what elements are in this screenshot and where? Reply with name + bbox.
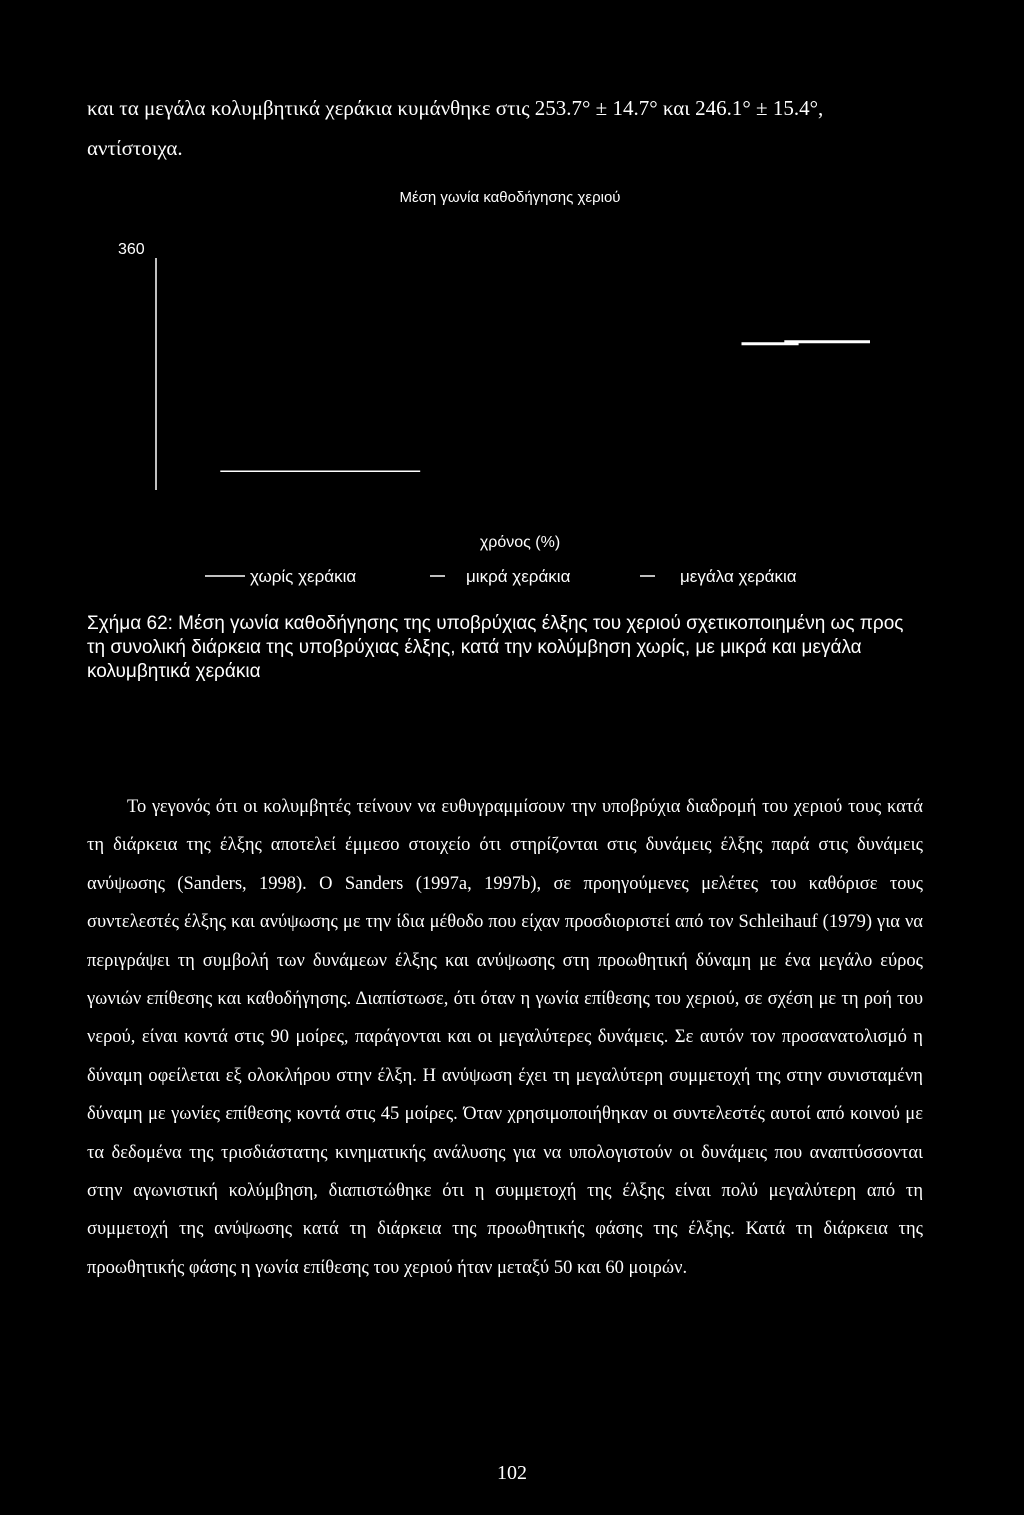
- y-tick-label-360: 360: [118, 241, 145, 258]
- legend: [205, 567, 797, 586]
- page-number: 102: [497, 1462, 527, 1484]
- intro-text: και τα μεγάλα κολυμβητικά χεράκια κυμάνθηκε στις 253.7° ± 14.7° και 246.1° ± 15.4°, αντίστοιχα.: [87, 96, 824, 160]
- series-layer: [220, 342, 870, 472]
- figure-caption: Σχήμα 62: Μέση γωνία καθοδήγησης της υποβρύχιας έλξης του χεριού σχετικοποιημένη ως προς τη συνολική διάρκεια της υποβρύχιας έλξης, κατά την κολύμβηση χωρίς, με μικρά και μεγάλα κολυμβητικά χεράκια: [87, 613, 904, 682]
- chart-title: Μέση γωνία καθοδήγησης χεριού: [399, 189, 621, 206]
- hand-angle-chart: [0, 0, 1024, 600]
- legend-label-small-paddles: μικρά χεράκια: [466, 567, 571, 586]
- legend-label-no-paddles: χωρίς χεράκια: [250, 567, 357, 586]
- legend-label-large-paddles: μεγάλα χεράκια: [680, 567, 797, 586]
- x-axis-label: χρόνος (%): [479, 534, 561, 551]
- body-paragraph: Το γεγονός ότι οι κολυμβητές τείνουν να ευθυγραμμίσουν την υποβρύχια διαδρομή του χεριού τους κατά τη διάρκεια της έλξης αποτελεί έμμεσο στοιχείο ότι στηρίζονται στις δυνάμεις έλξης παρά στις δυνάμεις ανύψωσης (Sanders, 1998). Ο Sanders (1997a, 1997b), σε προηγούμενες μελέτες του καθόρισε τους συντελεστές έλξης και ανύψωσης με την ίδια μέθοδο που είχαν προσδιοριστεί από τον Schleihauf (1979) για να περιγράψει τη συμβολή των δυνάμεων έλξης και ανύψωσης στη προωθητική δύναμη με ένα μεγάλο εύρος γωνιών επίθεσης και καθοδήγησης. Διαπίστωσε, ότι όταν η γωνία επίθεσης του χεριού, σε σχέση με τη ροή του νερού, είναι κοντά στις 90 μοίρες, παράγονται και οι μεγαλύτερες δυνάμεις. Σε αυτόν τον προσανατολισμό η δύναμη οφείλεται εξ ολοκλήρου στην έλξη. Η ανύψωση έχει τη μεγαλύτερη συμμετοχή της στην συνισταμένη δύναμη με γωνίες επίθεσης κοντά στις 45 μοίρες. Όταν χρησιμοποιήθηκαν οι συντελεστές αυτοί από κοινού με τα δεδομένα της τρισδιάστατης κινηματικής ανάλυσης για να υπολογιστούν οι δυνάμεις που αναπτύσσονται στην αγωνιστική κολύμβηση, διαπιστώθηκε ότι η συμμετοχή της έλξης είναι πολύ μεγαλύτερη από τη συμμετοχή της ανύψωσης κατά τη διάρκεια της προωθητικής φάσης της έλξης. Κατά τη διάρκεια της προωθητικής φάσης η γωνία επίθεσης του χεριού ήταν μεταξύ 50 και 60 μοιρών.: [87, 797, 923, 1278]
